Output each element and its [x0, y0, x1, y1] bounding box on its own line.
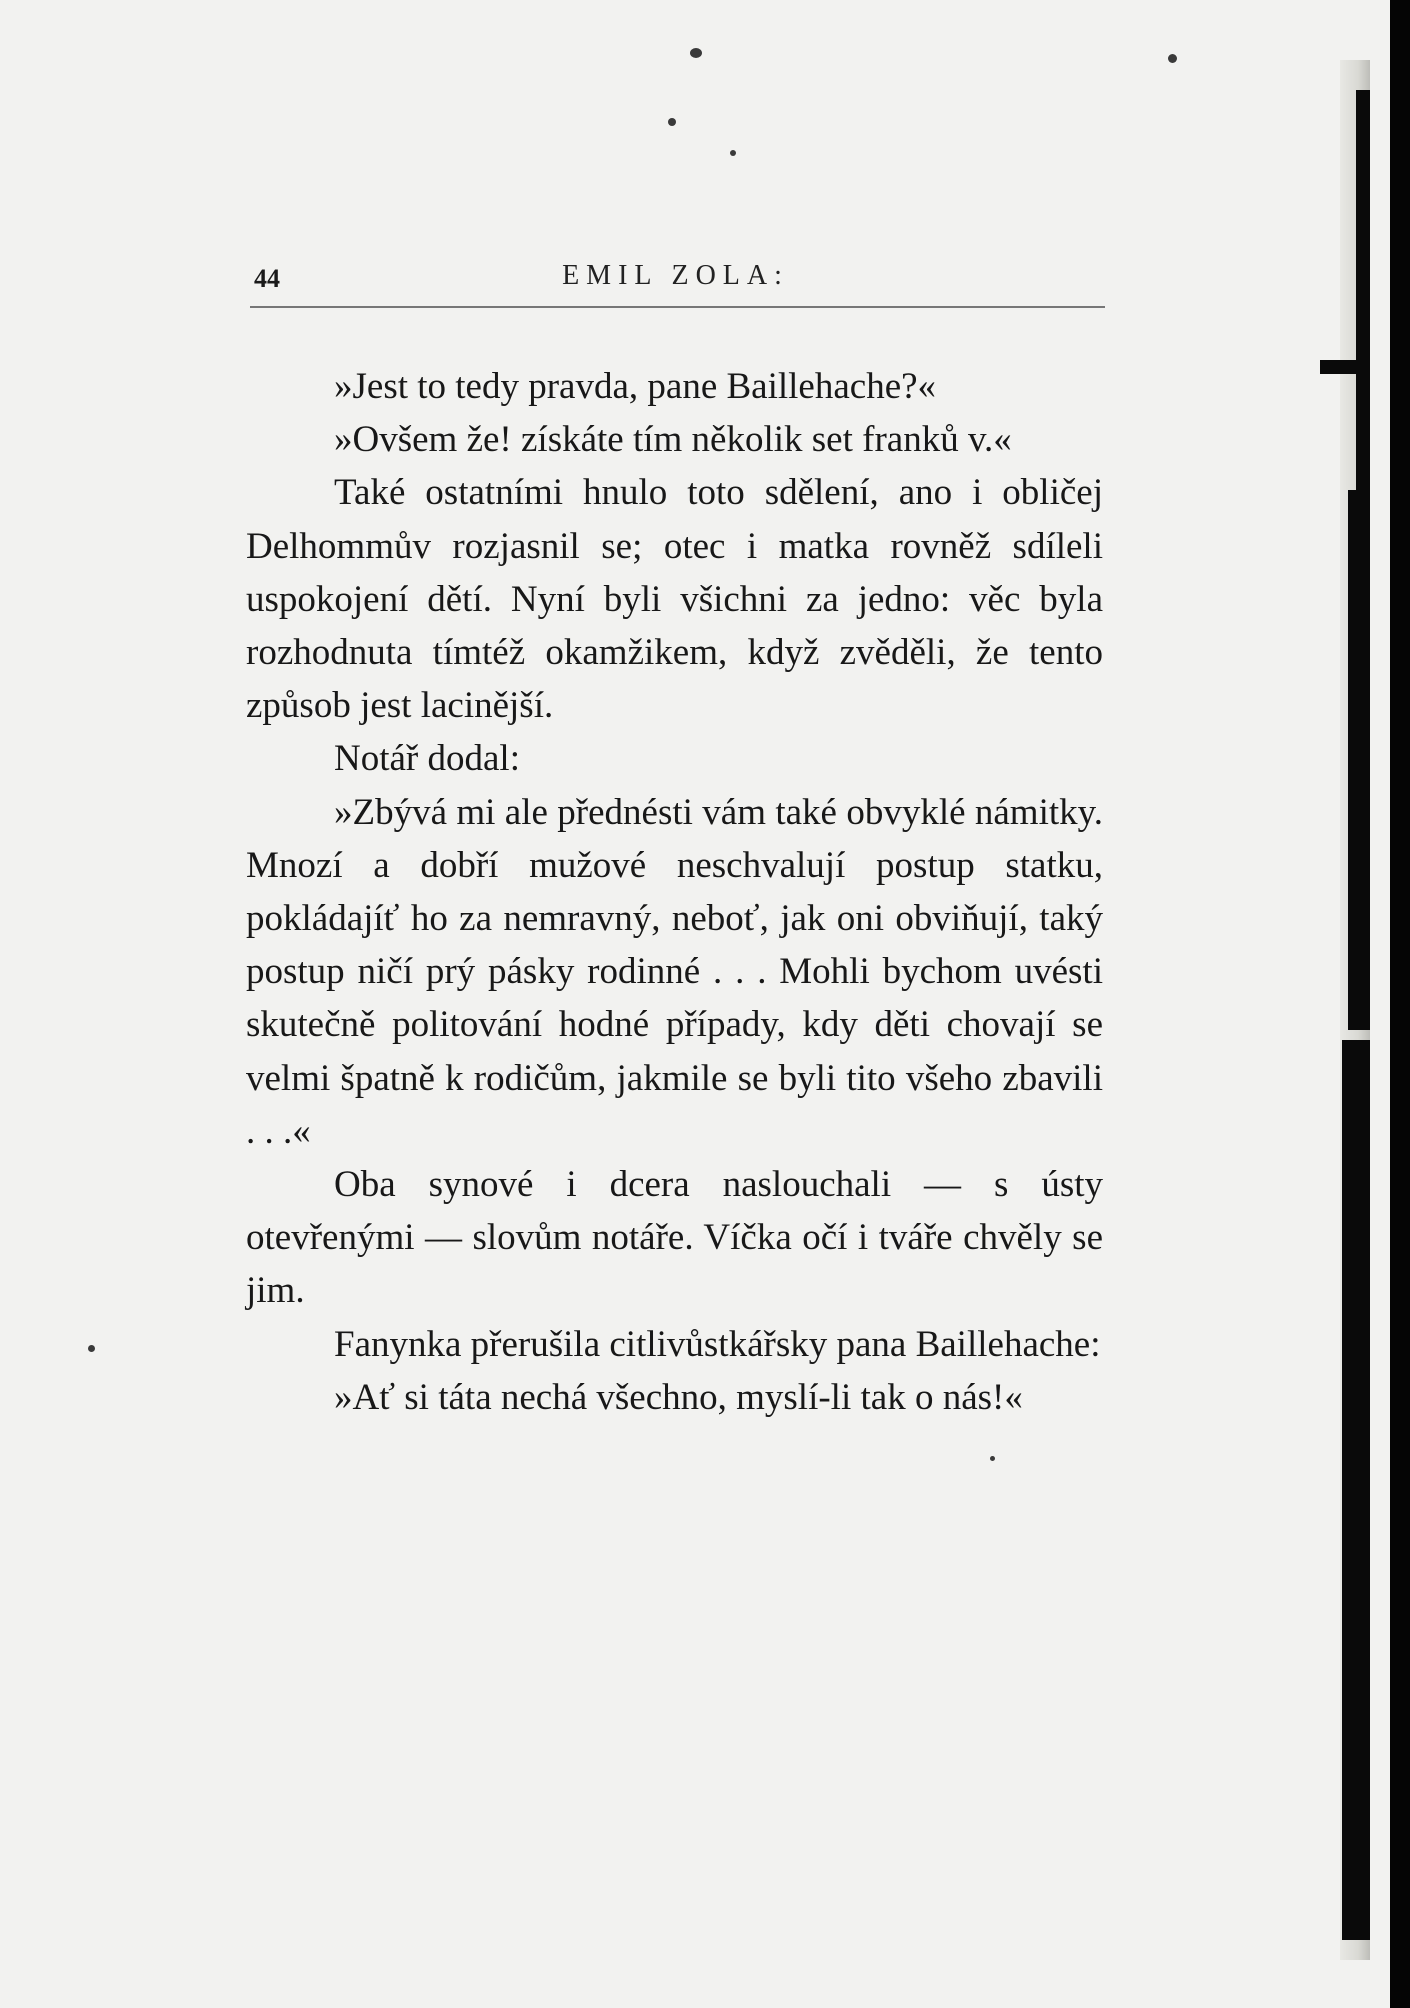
paragraph: »Ovšem že! získáte tím několik set franků v.« — [334, 419, 1012, 461]
paragraph: Fanynka přerušila citlivůstkářsky pana Baillehache: — [334, 1323, 1101, 1365]
page-header — [248, 258, 1103, 308]
edge-mark — [1356, 90, 1370, 490]
edge-mark — [1348, 490, 1370, 1030]
ink-speck — [990, 1456, 995, 1461]
ink-speck — [668, 118, 676, 126]
body-text — [246, 360, 1103, 1424]
paragraph: Také ostatními hnulo toto sdělení, ano i obličej Delhommův rozjasnil se; otec i matka rovněž sdíleli uspokojení dětí. Nyní byli všichni za jedno: věc byla rozhodnuta tímtéž okamžikem, když zvěděli, že tento způsob jest lacinější. — [246, 472, 1103, 727]
header-rule — [250, 306, 1105, 308]
running-head: EMIL ZOLA: — [562, 260, 789, 291]
book-spine — [1390, 0, 1410, 2008]
ink-speck — [1168, 54, 1177, 63]
ink-speck — [690, 48, 702, 58]
paragraph: Notář dodal: — [334, 738, 520, 780]
page-number: 44 — [254, 264, 280, 293]
paragraph: Oba synové i dcera naslouchali — s ústy otevřenými — slovům notáře. Víčka očí i tváře chvěly se jim. — [246, 1164, 1103, 1312]
edge-mark — [1342, 1040, 1370, 1940]
paragraph: »Jest to tedy pravda, pane Baillehache?« — [334, 366, 937, 407]
ink-speck — [88, 1345, 95, 1352]
edge-mark — [1320, 360, 1360, 374]
ink-speck — [730, 150, 736, 156]
paragraph: »Zbývá mi ale přednésti vám také obvyklé námitky. Mnozí a dobří mužové neschvalují postup statku, pokládajíť ho za nemravný, neboť, jak oni obviňují, taký postup ničí prý pásky rodinné . . . Mohli bychom uvésti skutečně politování hodné případy, kdy děti chovají se velmi špatně k rodičům, jakmile se byli tito všeho zbavili . . .« — [246, 791, 1103, 1152]
paragraph: »Ať si táta nechá všechno, myslí-li tak o nás!« — [334, 1376, 1023, 1418]
